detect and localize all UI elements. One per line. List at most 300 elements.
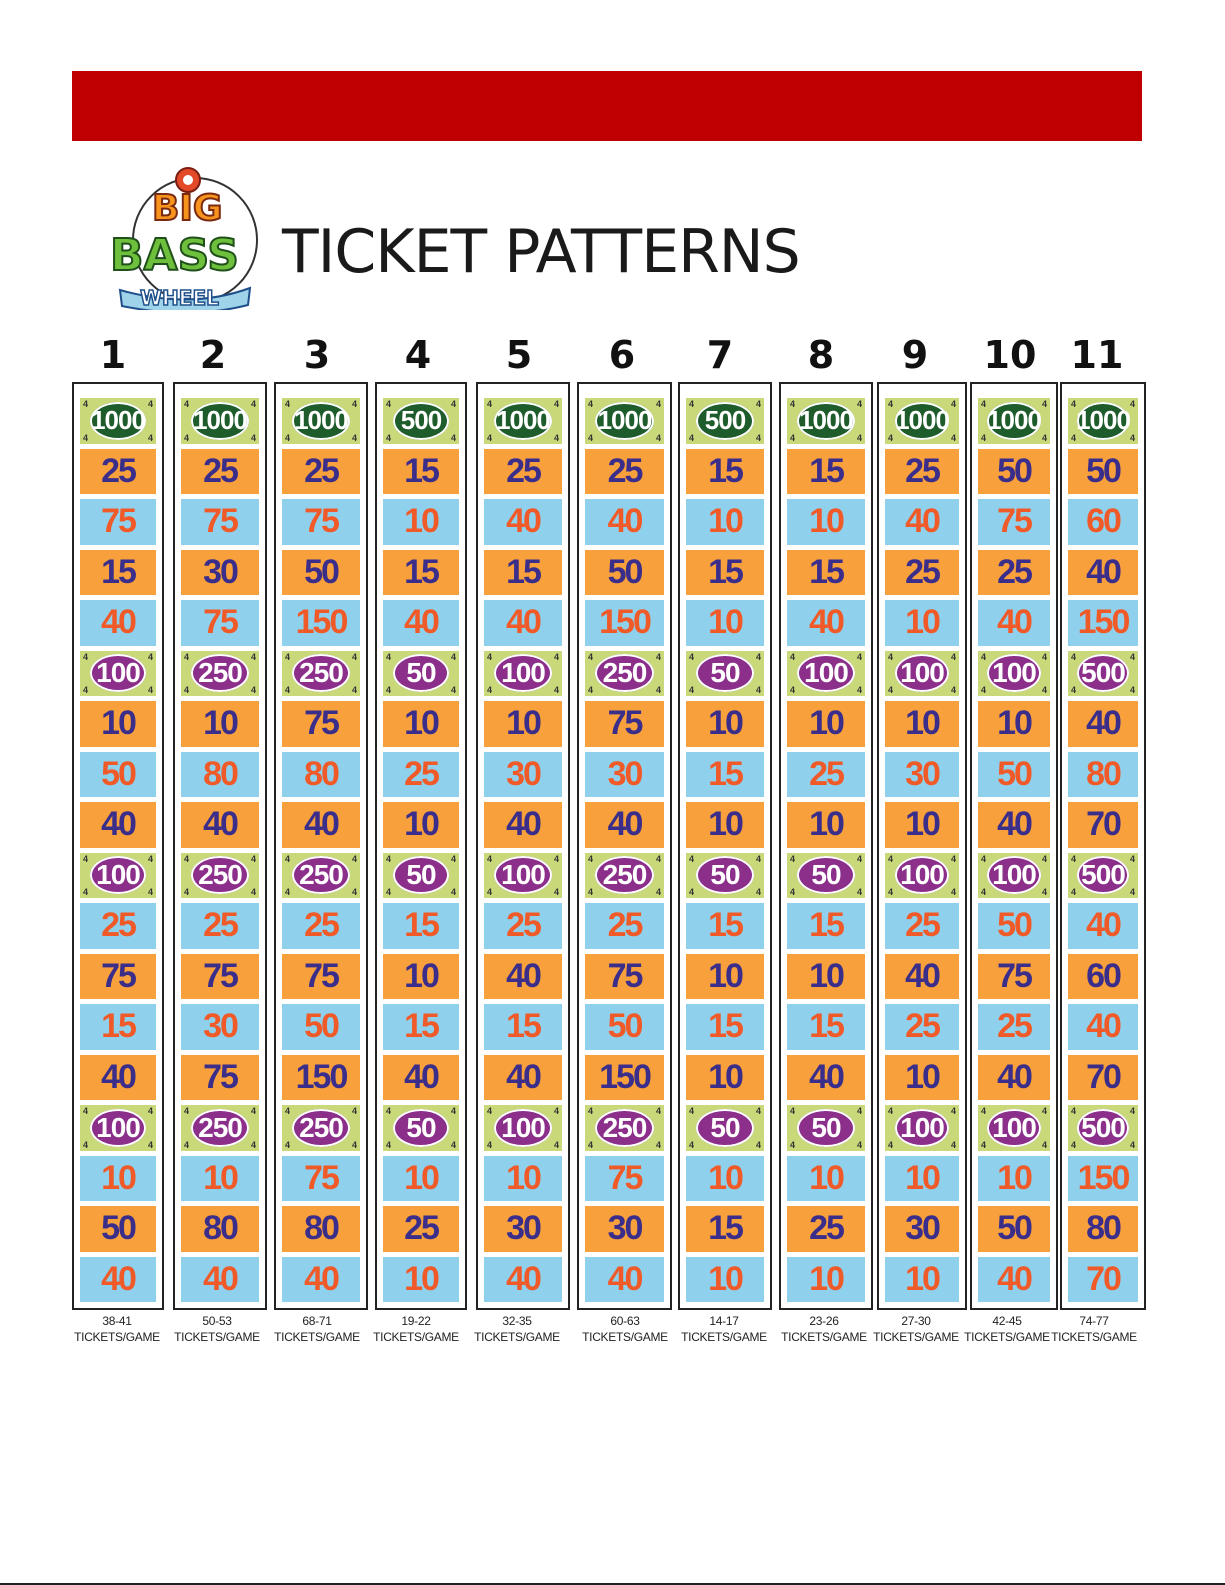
ticket-value-cell: 150 [1068, 600, 1138, 646]
corner-mark: 4 [553, 887, 559, 897]
corner-mark: 4 [856, 432, 862, 443]
corner-mark: 4 [790, 853, 796, 864]
bonus-cell [181, 1105, 259, 1151]
tickets-per-game-caption [262, 1314, 372, 1345]
ticket-pattern-strip [173, 382, 267, 1310]
ticket-value-cell: 25 [484, 449, 562, 495]
ticket-value-cell: 75 [282, 954, 360, 1000]
corner-mark: 4 [1071, 651, 1077, 662]
corner-mark: 4 [184, 432, 190, 443]
top-bonus-cell [484, 398, 562, 444]
corner-mark: 4 [655, 432, 661, 443]
ticket-value-cell: 50 [80, 1206, 156, 1252]
bonus-value: 100 [895, 654, 950, 692]
corner-mark: 4 [856, 887, 862, 897]
ticket-value-cell: 10 [787, 954, 865, 1000]
corner-mark: 4 [1071, 685, 1077, 695]
ticket-value-cell: 75 [80, 499, 156, 545]
corner-mark: 4 [487, 887, 493, 897]
corner-mark: 4 [1041, 651, 1047, 662]
corner-mark: 4 [184, 651, 190, 662]
corner-mark: 4 [950, 685, 956, 695]
ticket-value-cell: 150 [585, 600, 664, 646]
ticket-value-cell: 150 [282, 600, 360, 646]
ticket-value-cell: 40 [282, 1257, 360, 1303]
ticket-value-cell: 25 [885, 1004, 959, 1050]
corner-mark: 4 [981, 1106, 987, 1116]
ticket-value-cell: 15 [787, 449, 865, 495]
ticket-value-cell: 15 [787, 550, 865, 596]
ticket-value-cell: 25 [80, 903, 156, 949]
ticket-value-cell: 10 [80, 1156, 156, 1202]
corner-mark: 4 [689, 685, 695, 695]
corner-mark: 4 [790, 1106, 796, 1116]
corner-mark: 4 [285, 432, 291, 443]
corner-mark: 4 [1071, 399, 1077, 409]
pattern-number: 4 [404, 333, 432, 377]
corner-mark: 4 [184, 685, 190, 695]
ticket-value-cell: 40 [978, 802, 1050, 848]
ticket-value-cell: 75 [978, 954, 1050, 1000]
ticket-value-cell: 80 [181, 1206, 259, 1252]
ticket-value-cell: 10 [383, 1156, 459, 1202]
ticket-value-cell: 150 [282, 1055, 360, 1101]
ticket-value-cell: 15 [484, 1004, 562, 1050]
ticket-value-cell: 40 [80, 1055, 156, 1101]
ticket-value-cell: 80 [181, 752, 259, 798]
corner-mark: 4 [655, 399, 661, 409]
ticket-value-cell: 80 [282, 752, 360, 798]
corner-mark: 4 [147, 399, 153, 409]
bonus-cell [383, 651, 459, 697]
corner-mark: 4 [1071, 1139, 1077, 1150]
bonus-value: 500 [1077, 654, 1129, 692]
ticket-value-cell: 25 [787, 1206, 865, 1252]
ticket-value-cell: 25 [885, 550, 959, 596]
ticket-pattern-strip [577, 382, 672, 1310]
ticket-value-cell: 75 [282, 1156, 360, 1202]
ticket-value-cell: 40 [585, 802, 664, 848]
ticket-value-cell: 10 [484, 701, 562, 747]
corner-mark: 4 [83, 399, 89, 409]
bonus-value: 250 [191, 654, 249, 692]
bonus-value: 100 [494, 654, 552, 692]
ticket-pattern-strip [877, 382, 967, 1310]
corner-mark: 4 [553, 432, 559, 443]
corner-mark: 4 [888, 685, 894, 695]
corner-mark: 4 [950, 399, 956, 409]
pattern-number: 10 [983, 333, 1037, 377]
corner-mark: 4 [1041, 399, 1047, 409]
ticket-pattern-strip [274, 382, 368, 1310]
bonus-value: 100 [987, 1109, 1040, 1147]
bonus-cell [978, 1105, 1050, 1151]
big-bass-wheel-logo [100, 160, 270, 310]
corner-mark: 4 [487, 1139, 493, 1150]
ticket-range: 74-77 [1079, 1314, 1109, 1328]
ticket-value-cell: 30 [484, 752, 562, 798]
bonus-value: 500 [696, 402, 754, 440]
bonus-value: 100 [90, 856, 146, 894]
top-bonus-cell [686, 398, 764, 444]
ticket-value-cell: 15 [686, 550, 764, 596]
corner-mark: 4 [588, 1139, 594, 1150]
ticket-value-cell: 10 [383, 1257, 459, 1303]
bonus-cell [885, 1105, 959, 1151]
svg-text:WHEEL: WHEEL [140, 286, 219, 310]
ticket-value-cell: 40 [885, 499, 959, 545]
ticket-value-cell: 25 [885, 449, 959, 495]
corner-mark: 4 [888, 853, 894, 864]
corner-mark: 4 [1041, 1106, 1047, 1116]
ticket-value-cell: 25 [978, 550, 1050, 596]
bonus-value: 500 [393, 402, 449, 440]
corner-mark: 4 [790, 651, 796, 662]
ticket-value-cell: 40 [80, 1257, 156, 1303]
ticket-value-cell: 40 [585, 499, 664, 545]
ticket-value-cell: 15 [80, 1004, 156, 1050]
ticket-value-cell: 80 [1068, 1206, 1138, 1252]
ticket-unit: TICKETS/GAME [873, 1329, 959, 1344]
ticket-value-cell: 40 [181, 1257, 259, 1303]
bonus-cell [484, 651, 562, 697]
corner-mark: 4 [655, 685, 661, 695]
ticket-value-cell: 15 [383, 1004, 459, 1050]
ticket-value-cell: 40 [885, 954, 959, 1000]
corner-mark: 4 [981, 853, 987, 864]
corner-mark: 4 [655, 853, 661, 864]
svg-text:BIG: BIG [152, 188, 223, 229]
ticket-value-cell: 40 [787, 1055, 865, 1101]
ticket-value-cell: 25 [80, 449, 156, 495]
ticket-range: 42-45 [992, 1314, 1022, 1328]
corner-mark: 4 [689, 887, 695, 897]
ticket-pattern-strip [476, 382, 570, 1310]
ticket-value-cell: 40 [383, 600, 459, 646]
pattern-number: 8 [807, 333, 835, 377]
top-bonus-cell [787, 398, 865, 444]
corner-mark: 4 [588, 685, 594, 695]
pattern-number: 6 [608, 333, 636, 377]
ticket-value-cell: 40 [80, 600, 156, 646]
ticket-value-cell: 80 [282, 1206, 360, 1252]
ticket-value-cell: 10 [885, 1257, 959, 1303]
ticket-value-cell: 40 [978, 600, 1050, 646]
ticket-pattern-strip [375, 382, 467, 1310]
ticket-value-cell: 10 [80, 701, 156, 747]
corner-mark: 4 [83, 1106, 89, 1116]
bonus-value: 250 [595, 654, 653, 692]
corner-mark: 4 [250, 1106, 256, 1116]
corner-mark: 4 [147, 432, 153, 443]
ticket-value-cell: 25 [885, 903, 959, 949]
bonus-value: 100 [987, 654, 1040, 692]
corner-mark: 4 [351, 685, 357, 695]
pattern-number: 1 [99, 333, 127, 377]
bonus-cell [1068, 651, 1138, 697]
bonus-value: 250 [191, 856, 249, 894]
ticket-value-cell: 50 [978, 449, 1050, 495]
ticket-unit: TICKETS/GAME [964, 1329, 1050, 1344]
corner-mark: 4 [981, 651, 987, 662]
ticket-value-cell: 10 [383, 802, 459, 848]
bonus-cell [484, 853, 562, 899]
corner-mark: 4 [1041, 887, 1047, 897]
ticket-value-cell: 75 [181, 600, 259, 646]
ticket-value-cell: 10 [787, 802, 865, 848]
corner-mark: 4 [184, 1139, 190, 1150]
ticket-value-cell: 25 [383, 752, 459, 798]
ticket-value-cell: 50 [978, 903, 1050, 949]
ticket-value-cell: 10 [978, 701, 1050, 747]
corner-mark: 4 [386, 651, 392, 662]
corner-mark: 4 [285, 685, 291, 695]
ticket-value-cell: 40 [282, 802, 360, 848]
tickets-per-game-caption [1039, 1314, 1149, 1345]
corner-mark: 4 [250, 887, 256, 897]
corner-mark: 4 [950, 1139, 956, 1150]
ticket-value-cell: 10 [885, 1055, 959, 1101]
corner-mark: 4 [588, 432, 594, 443]
bonus-value: 50 [696, 856, 754, 894]
ticket-value-cell: 15 [787, 1004, 865, 1050]
ticket-value-cell: 15 [686, 752, 764, 798]
ticket-value-cell: 50 [978, 752, 1050, 798]
corner-mark: 4 [386, 685, 392, 695]
top-bonus-cell [282, 398, 360, 444]
ticket-value-cell: 75 [585, 1156, 664, 1202]
ticket-value-cell: 15 [686, 1004, 764, 1050]
corner-mark: 4 [888, 1106, 894, 1116]
bonus-cell [181, 853, 259, 899]
bonus-cell [885, 853, 959, 899]
bonus-cell [484, 1105, 562, 1151]
corner-mark: 4 [147, 685, 153, 695]
ticket-value-cell: 10 [885, 600, 959, 646]
corner-mark: 4 [250, 1139, 256, 1150]
bonus-value: 50 [393, 856, 449, 894]
bonus-cell [80, 651, 156, 697]
corner-mark: 4 [487, 853, 493, 864]
bonus-value: 250 [595, 1109, 653, 1147]
bonus-cell [80, 1105, 156, 1151]
corner-mark: 4 [487, 685, 493, 695]
ticket-value-cell: 40 [1068, 701, 1138, 747]
corner-mark: 4 [147, 1139, 153, 1150]
ticket-value-cell: 15 [383, 903, 459, 949]
corner-mark: 4 [83, 432, 89, 443]
corner-mark: 4 [450, 432, 456, 443]
ticket-value-cell: 30 [181, 1004, 259, 1050]
corner-mark: 4 [790, 399, 796, 409]
corner-mark: 4 [981, 887, 987, 897]
corner-mark: 4 [351, 399, 357, 409]
ticket-value-cell: 75 [282, 499, 360, 545]
corner-mark: 4 [888, 432, 894, 443]
ticket-value-cell: 40 [484, 1055, 562, 1101]
ticket-value-cell: 15 [484, 550, 562, 596]
ticket-value-cell: 75 [585, 954, 664, 1000]
corner-mark: 4 [981, 399, 987, 409]
ticket-value-cell: 80 [1068, 752, 1138, 798]
corner-mark: 4 [755, 887, 761, 897]
corner-mark: 4 [250, 651, 256, 662]
corner-mark: 4 [950, 432, 956, 443]
ticket-value-cell: 70 [1068, 1257, 1138, 1303]
ticket-value-cell: 30 [885, 1206, 959, 1252]
ticket-range: 19-22 [401, 1314, 431, 1328]
ticket-unit: TICKETS/GAME [174, 1329, 260, 1344]
ticket-unit: TICKETS/GAME [1051, 1329, 1137, 1344]
corner-mark: 4 [83, 887, 89, 897]
tickets-per-game-caption [162, 1314, 272, 1345]
bonus-cell [1068, 853, 1138, 899]
bonus-cell [585, 1105, 664, 1151]
bonus-value: 1000 [90, 402, 146, 440]
bonus-value: 1000 [797, 402, 855, 440]
corner-mark: 4 [83, 685, 89, 695]
bonus-value: 1000 [292, 402, 350, 440]
ticket-value-cell: 25 [282, 449, 360, 495]
corner-mark: 4 [553, 399, 559, 409]
corner-mark: 4 [351, 1106, 357, 1116]
ticket-value-cell: 10 [484, 1156, 562, 1202]
bonus-value: 100 [987, 856, 1040, 894]
corner-mark: 4 [83, 1139, 89, 1150]
ticket-value-cell: 75 [585, 701, 664, 747]
corner-mark: 4 [487, 432, 493, 443]
ticket-value-cell: 30 [484, 1206, 562, 1252]
corner-mark: 4 [83, 651, 89, 662]
corner-mark: 4 [588, 1106, 594, 1116]
corner-mark: 4 [790, 685, 796, 695]
ticket-value-cell: 40 [484, 802, 562, 848]
ticket-value-cell: 50 [282, 550, 360, 596]
corner-mark: 4 [755, 651, 761, 662]
ticket-value-cell: 10 [383, 954, 459, 1000]
bonus-value: 250 [292, 654, 350, 692]
corner-mark: 4 [888, 651, 894, 662]
ticket-value-cell: 30 [181, 550, 259, 596]
corner-mark: 4 [856, 651, 862, 662]
bonus-value: 1000 [494, 402, 552, 440]
ticket-value-cell: 60 [1068, 499, 1138, 545]
ticket-pattern-strip [1060, 382, 1146, 1310]
ticket-value-cell: 10 [787, 701, 865, 747]
page-title: TICKET PATTERNS [282, 217, 800, 287]
ticket-value-cell: 10 [383, 701, 459, 747]
tickets-per-game-caption [462, 1314, 572, 1345]
corner-mark: 4 [1129, 1139, 1135, 1150]
corner-mark: 4 [981, 1139, 987, 1150]
ticket-value-cell: 25 [181, 449, 259, 495]
ticket-value-cell: 30 [585, 1206, 664, 1252]
ticket-value-cell: 15 [787, 903, 865, 949]
ticket-value-cell: 40 [585, 1257, 664, 1303]
bonus-value: 250 [292, 1109, 350, 1147]
corner-mark: 4 [755, 432, 761, 443]
red-banner [72, 71, 1142, 141]
corner-mark: 4 [450, 651, 456, 662]
ticket-range: 50-53 [202, 1314, 232, 1328]
bonus-cell [787, 853, 865, 899]
ticket-unit: TICKETS/GAME [474, 1329, 560, 1344]
corner-mark: 4 [487, 651, 493, 662]
ticket-value-cell: 10 [787, 499, 865, 545]
ticket-value-cell: 25 [585, 449, 664, 495]
ticket-unit: TICKETS/GAME [681, 1329, 767, 1344]
bonus-value: 100 [90, 1109, 146, 1147]
corner-mark: 4 [755, 685, 761, 695]
corner-mark: 4 [655, 1106, 661, 1116]
bonus-cell [978, 651, 1050, 697]
corner-mark: 4 [755, 399, 761, 409]
corner-mark: 4 [351, 651, 357, 662]
corner-mark: 4 [553, 651, 559, 662]
bonus-cell [585, 651, 664, 697]
corner-mark: 4 [386, 1106, 392, 1116]
corner-mark: 4 [285, 1139, 291, 1150]
corner-mark: 4 [950, 1106, 956, 1116]
corner-mark: 4 [487, 399, 493, 409]
bonus-value: 1000 [987, 402, 1040, 440]
bonus-value: 1000 [895, 402, 950, 440]
ticket-value-cell: 60 [1068, 954, 1138, 1000]
corner-mark: 4 [450, 399, 456, 409]
ticket-value-cell: 10 [885, 1156, 959, 1202]
corner-mark: 4 [655, 651, 661, 662]
ticket-value-cell: 10 [686, 954, 764, 1000]
corner-mark: 4 [250, 685, 256, 695]
top-bonus-cell [885, 398, 959, 444]
corner-mark: 4 [856, 1106, 862, 1116]
ticket-pattern-strip [779, 382, 873, 1310]
ticket-value-cell: 40 [484, 1257, 562, 1303]
corner-mark: 4 [755, 1106, 761, 1116]
bonus-value: 100 [797, 654, 855, 692]
ticket-range: 14-17 [709, 1314, 739, 1328]
corner-mark: 4 [1071, 887, 1077, 897]
bonus-value: 1000 [595, 402, 653, 440]
corner-mark: 4 [285, 853, 291, 864]
bonus-value: 50 [696, 654, 754, 692]
bonus-value: 250 [191, 1109, 249, 1147]
corner-mark: 4 [147, 651, 153, 662]
corner-mark: 4 [450, 1139, 456, 1150]
corner-mark: 4 [1041, 1139, 1047, 1150]
corner-mark: 4 [250, 853, 256, 864]
corner-mark: 4 [450, 887, 456, 897]
corner-mark: 4 [1071, 1106, 1077, 1116]
bonus-value: 50 [797, 856, 855, 894]
ticket-value-cell: 40 [383, 1055, 459, 1101]
ticket-value-cell: 30 [585, 752, 664, 798]
ticket-range: 27-30 [901, 1314, 931, 1328]
top-bonus-cell [181, 398, 259, 444]
tickets-per-game-caption [669, 1314, 779, 1345]
corner-mark: 4 [755, 853, 761, 864]
ticket-value-cell: 10 [885, 701, 959, 747]
ticket-value-cell: 50 [1068, 449, 1138, 495]
corner-mark: 4 [1129, 887, 1135, 897]
ticket-value-cell: 40 [1068, 903, 1138, 949]
ticket-pattern-strip [72, 382, 164, 1310]
bonus-cell [1068, 1105, 1138, 1151]
corner-mark: 4 [1041, 853, 1047, 864]
bonus-cell [80, 853, 156, 899]
corner-mark: 4 [386, 1139, 392, 1150]
ticket-value-cell: 50 [282, 1004, 360, 1050]
